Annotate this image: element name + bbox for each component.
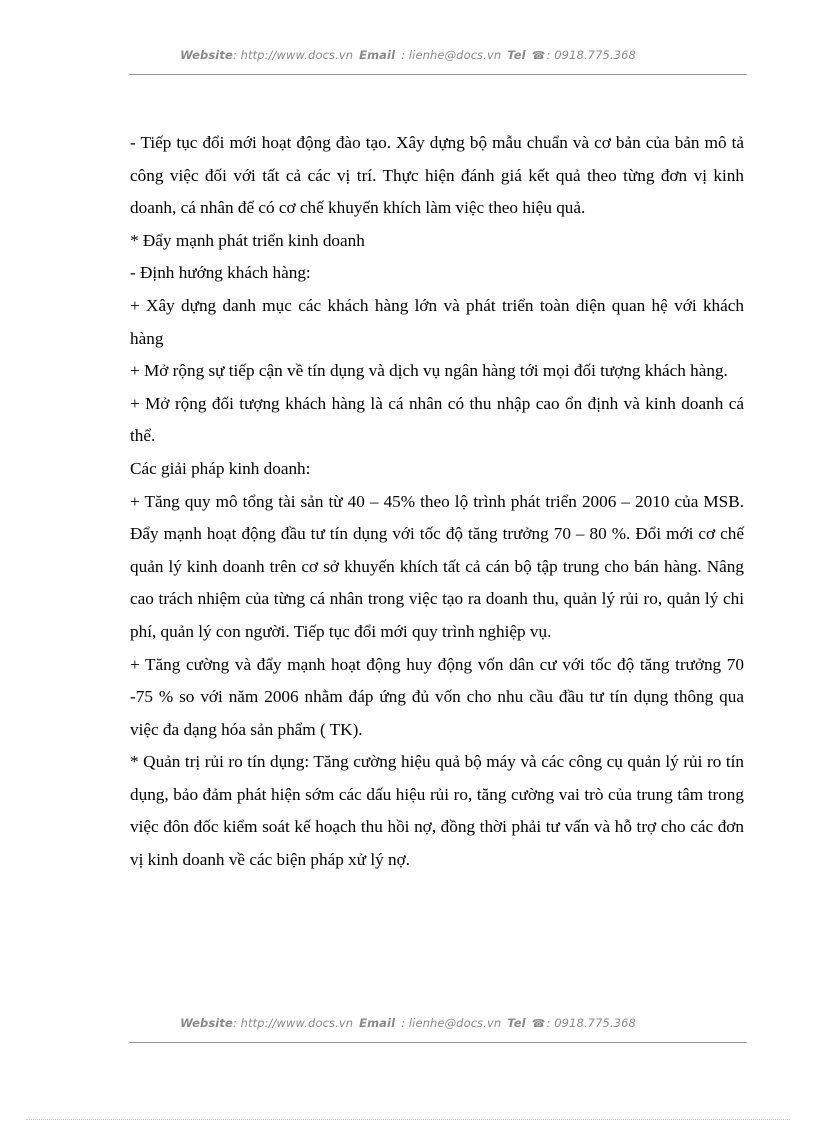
page-edge-divider — [26, 1119, 790, 1120]
tel-label: Tel — [507, 48, 526, 62]
tel-label: Tel — [507, 1016, 526, 1030]
header-divider — [129, 74, 747, 75]
paragraph: + Tăng quy mô tổng tài sản từ 40 – 45% theo lộ trình phát triển 2006 – 2010 của MSB. Đẩy mạnh hoạt động đầu tư tín dụng với tốc độ tăng trưởng 70 – 80 %. Đổi mới cơ chế quản lý kinh doanh trên cơ sở khuyến khích tất cả cán bộ tập trung cho bán hàng. Nâng cao trách nhiệm của từng cá nhân trong việc tạo ra doanh thu, quản lý rủi ro, quản lý chi phí, quản lý con người. Tiếp tục đổi mới quy trình nghiệp vụ. — [130, 491, 744, 641]
paragraph: * Quản trị rủi ro tín dụng: Tăng cường hiệu quả bộ máy và các công cụ quản lý rủi ro tín dụng, bảo đảm phát hiện sớm các dấu hiệu rủi ro, tăng cường vai trò của trung tâm trong việc đôn đốc kiểm soát kế hoạch thu hồi nợ, đồng thời phải tư vấn và hỗ trợ cho các đơn vị kinh doanh về các biện pháp xử lý nợ. — [130, 752, 744, 870]
website-value[interactable]: : http://www.docs.vn — [232, 1016, 354, 1030]
footer-divider — [129, 1042, 747, 1043]
phone-icon: ☎ — [531, 1017, 546, 1030]
paragraph: + Xây dựng danh mục các khách hàng lớn và phát triển toàn diện quan hệ với khách hàng — [130, 295, 744, 348]
email-label: Email — [359, 48, 396, 62]
page-footer — [0, 1016, 816, 1030]
email-label: Email — [359, 1016, 396, 1030]
website-label: Website — [180, 1016, 233, 1030]
page-header — [0, 48, 816, 62]
document-body — [130, 127, 744, 877]
paragraph: + Tăng cường và đẩy mạnh hoạt động huy động vốn dân cư với tốc độ tăng trưởng 70 -75 % so với năm 2006 nhằm đáp ứng đủ vốn cho nhu cầu đầu tư tín dụng thông qua việc đa dạng hóa sản phẩm ( TK). — [130, 654, 744, 739]
tel-value: : 0918.775.368 — [546, 48, 636, 62]
paragraph: Các giải pháp kinh doanh: — [130, 458, 311, 478]
paragraph: + Mở rộng đối tượng khách hàng là cá nhân có thu nhập cao ổn định và kinh doanh cá thể. — [130, 393, 744, 446]
paragraph: * Đẩy mạnh phát triển kinh doanh — [130, 230, 365, 250]
email-value[interactable]: : lienhe@docs.vn — [401, 48, 502, 62]
paragraph: + Mở rộng sự tiếp cận về tín dụng và dịch vụ ngân hàng tới mọi đối tượng khách hàng. — [130, 361, 728, 381]
paragraph: - Tiếp tục đổi mới hoạt động đào tạo. Xây dựng bộ mẫu chuẩn và cơ bản của bản mô tả công việc đối với tất cả các vị trí. Thực hiện đánh giá kết quả theo từng đơn vị kinh doanh, cá nhân để có cơ chế khuyến khích làm việc theo hiệu quả. — [130, 133, 744, 218]
email-value[interactable]: : lienhe@docs.vn — [401, 1016, 502, 1030]
website-value[interactable]: : http://www.docs.vn — [232, 48, 354, 62]
tel-value: : 0918.775.368 — [546, 1016, 636, 1030]
phone-icon: ☎ — [531, 49, 546, 62]
website-label: Website — [180, 48, 233, 62]
paragraph: - Định hướng khách hàng: — [130, 263, 311, 283]
